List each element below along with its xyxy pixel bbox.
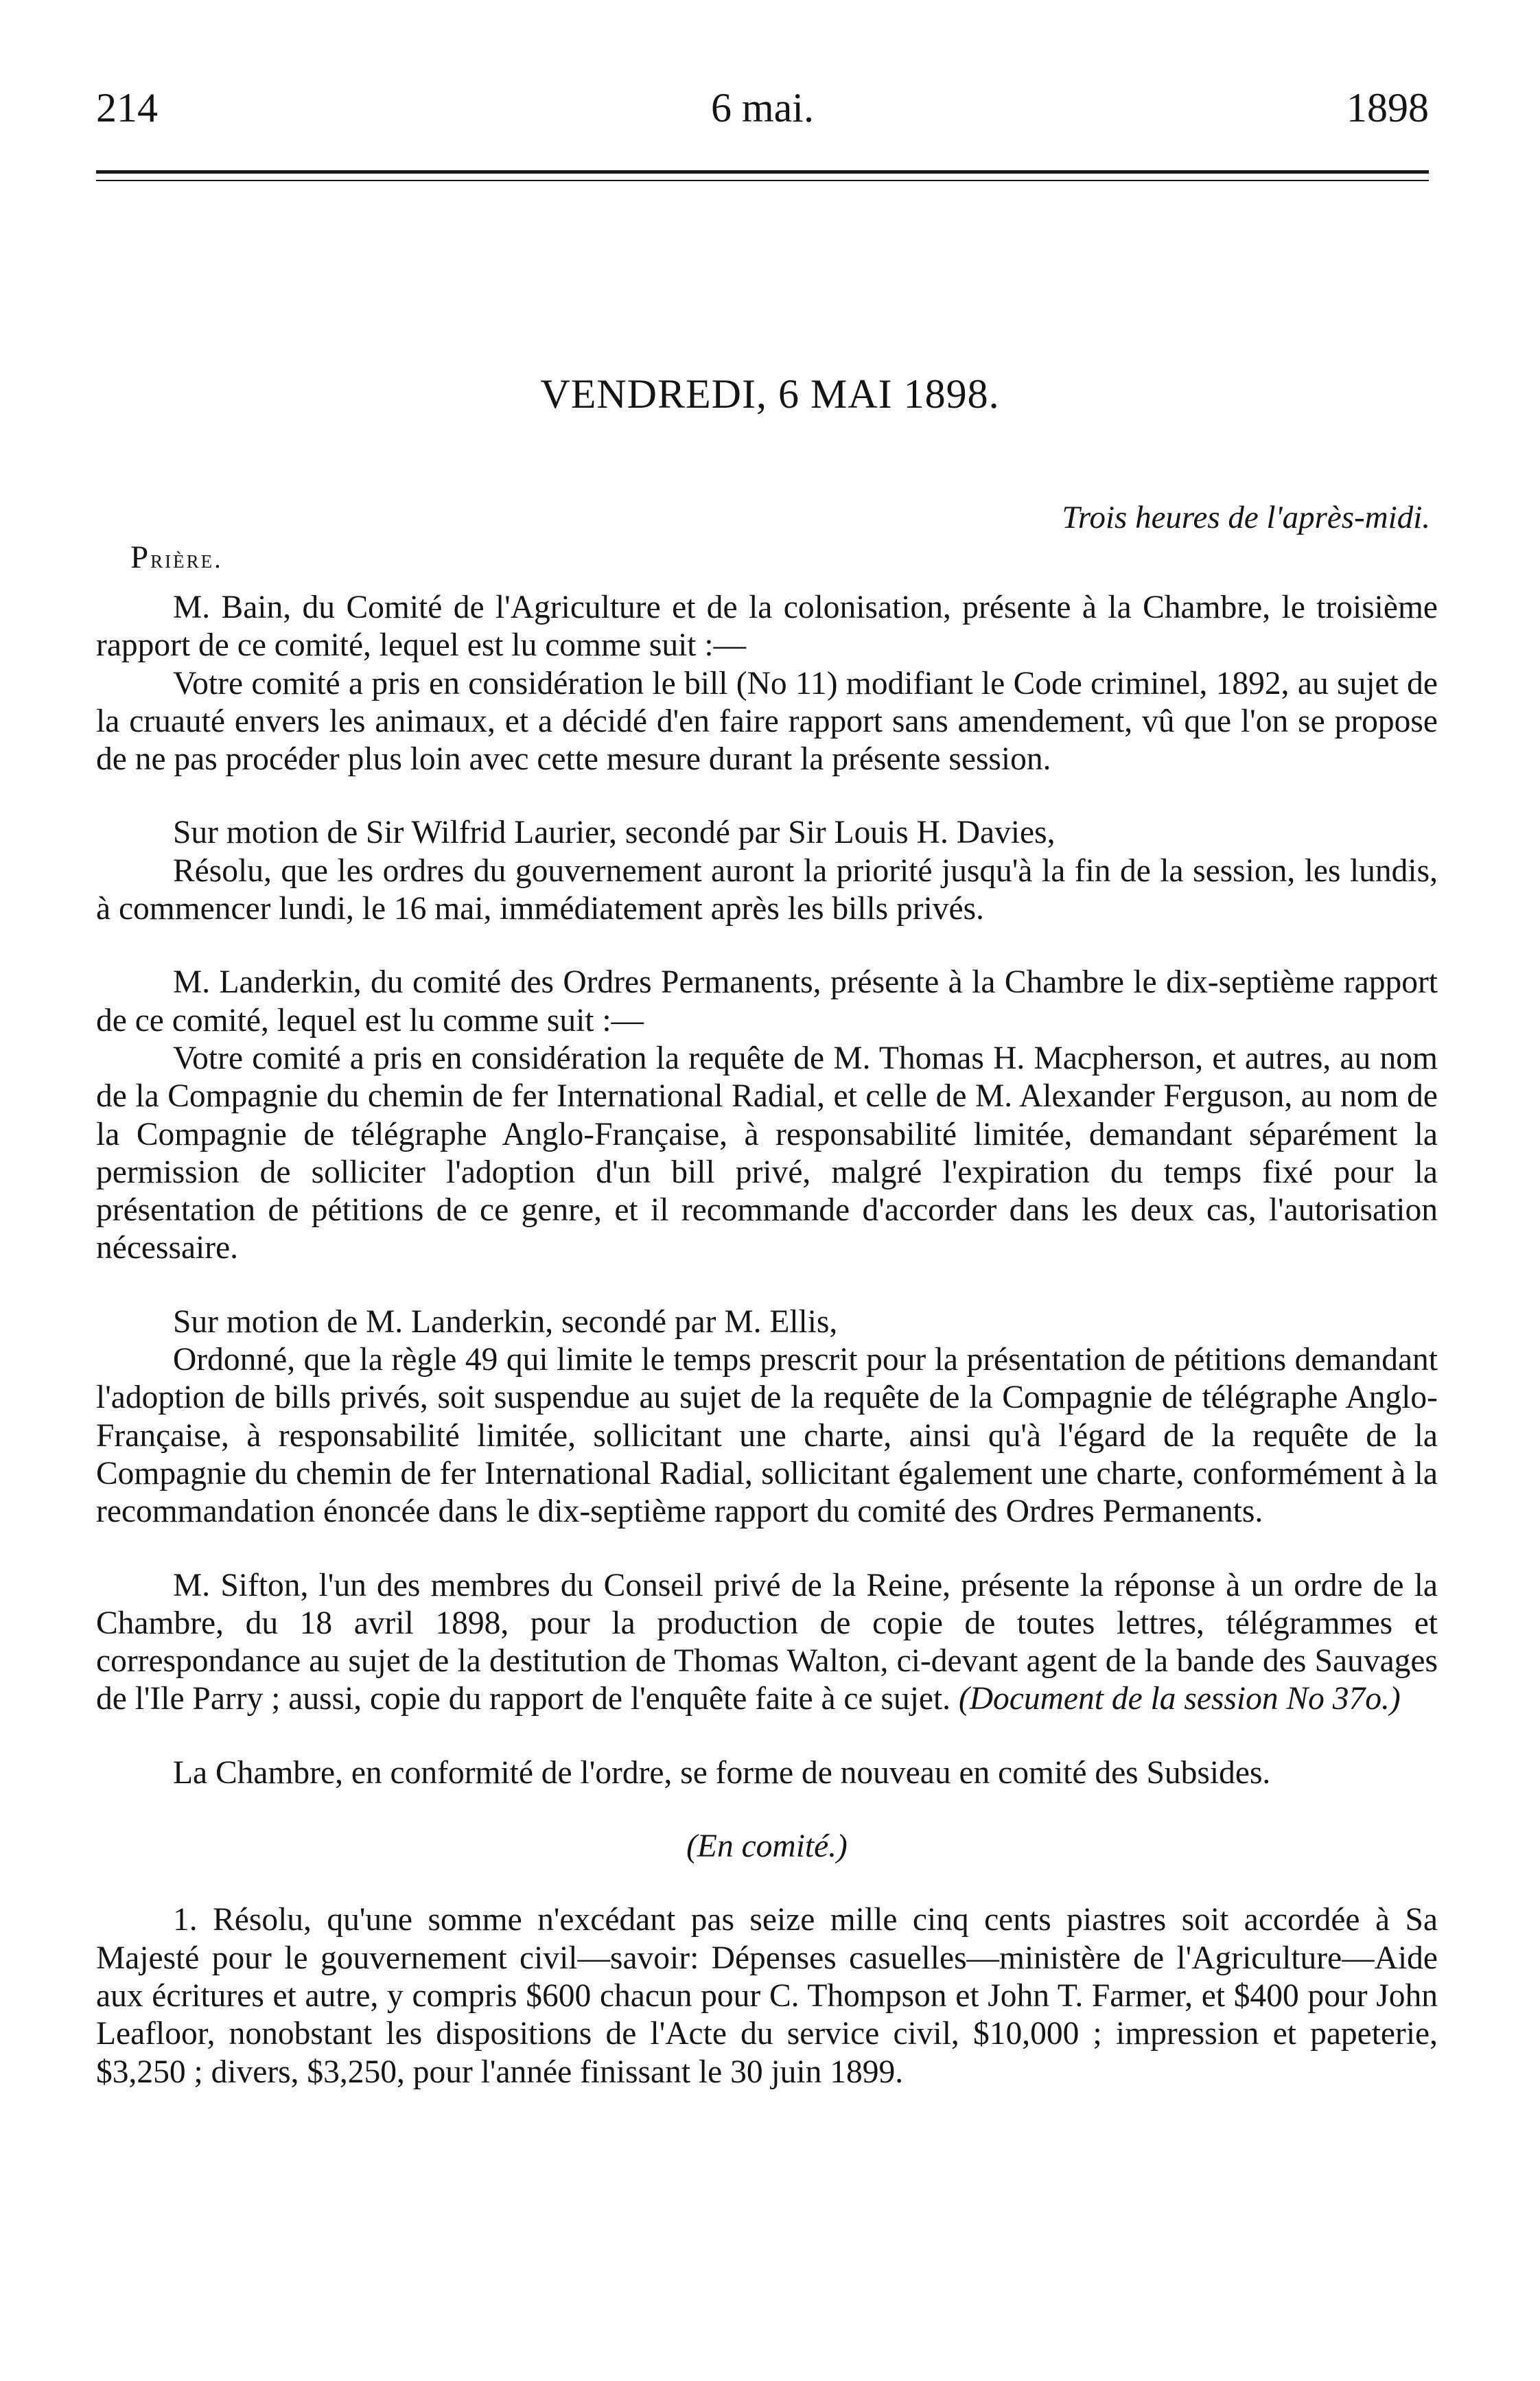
- sessional-document-reference: (Document de la session No 37o.): [958, 1681, 1401, 1717]
- running-head: [96, 77, 1429, 139]
- paragraph-resolution-priority: Résolu, que les ordres du gouvernement auront la priorité jusqu'à la fin de la session, les lundis, à commencer lundi, le 16 mai, immédiatement après les bills privés.: [96, 852, 1438, 927]
- priere-heading: Prière.: [130, 539, 223, 575]
- paragraph-motion-landerkin: Sur motion de M. Landerkin, secondé par M. Ellis,: [173, 1303, 838, 1340]
- paragraph-order-rule-49: Ordonné, que la règle 49 qui limite le temps prescrit pour la présentation de pétitions demandant l'adoption de bills privés, soit suspendue au sujet de la requête de la Compagnie de télégraphe Anglo-Française, à responsabilité limitée, sollicitant une charte, ainsi qu'à l'égard de la requête de la Compagnie du chemin de fer International Radial, sollicitant également une charte, conformément à la recommandation énoncée dans le dix-septième rapport du comité des Ordres Permanents.: [96, 1342, 1438, 1530]
- journal-body: [96, 589, 1438, 2091]
- paragraph-sifton-return: [96, 1567, 1438, 1719]
- paragraph-bain-report: M. Bain, du Comité de l'Agriculture et de la colonisation, présente à la Chambre, le troisième rapport de ce comité, lequel est lu comme suit :—: [96, 590, 1438, 664]
- paragraph-resolution-1: 1. Résolu, qu'une somme n'excédant pas seize mille cinq cents piastres soit accordée à Sa Majesté pour le gouvernement civil—savoir: Dépenses casuelles—ministère de l'Agriculture—Aide aux écritures et autre, y compris $600 chacun pour C. Thompson et John T. Farmer, et $400 pour John Leafloor, nonobstant les dispositions de l'Acte du service civil, $10,000 ; impression et papeterie, $3,250 ; divers, $3,250, pour l'année finissant le 30 juin 1899.: [96, 1902, 1438, 2090]
- header-rule: [96, 170, 1429, 174]
- header-year: 1898: [1346, 85, 1429, 130]
- day-heading: VENDREDI, 6 MAI 1898.: [540, 371, 1000, 417]
- en-comite-heading: (En comité.): [686, 1828, 848, 1865]
- header-rule-thin: [96, 180, 1429, 181]
- paragraph-landerkin-report: M. Landerkin, du comité des Ordres Permanents, présente à la Chambre le dix-septième rapport de ce comité, lequel est lu comme suit :—: [96, 964, 1438, 1038]
- paragraph-committee-of-supply: La Chambre, en conformité de l'ordre, se forme de nouveau en comité des Subsides.: [173, 1754, 1271, 1791]
- page-number: 214: [96, 85, 158, 130]
- sifton-return-text: M. Sifton, l'un des membres du Conseil privé de la Reine, présente la réponse à un ordre de la Chambre, du 18 avril 1898, pour la production de copie de toutes lettres, télégrammes et correspondance au sujet de la destitution de Thomas Walton, ci-devant agent de la bande des Sauvages de l'Ile Parry ; aussi, copie du rapport de l'enquête faite à ce sujet.: [96, 1567, 1438, 1717]
- paragraph-motion-laurier: Sur motion de Sir Wilfrid Laurier, secondé par Sir Louis H. Davies,: [173, 815, 1055, 851]
- paragraph-standing-orders-report: Votre comité a pris en considération la requête de M. Thomas H. Macpherson, et autres, au nom de la Compagnie du chemin de fer International Radial, et celle de M. Alexander Ferguson, au nom de la Compagnie de télégraphe Anglo-Française, à responsabilité limitée, demandant séparément la permission de solliciter l'adoption d'un bill privé, malgré l'expiration du temps fixé pour la présentation de pétitions de ce genre, et il recommande d'accorder dans les deux cas, l'autorisation nécessaire.: [96, 1040, 1438, 1266]
- sitting-time: Trois heures de l'après-midi.: [1062, 500, 1430, 535]
- paragraph-committee-report: Votre comité a pris en considération le bill (No 11) modifiant le Code criminel, 1892, au sujet de la cruauté envers les animaux, et a décidé d'en faire rapport sans amendement, vû que l'on se propose de ne pas procéder plus loin avec cette mesure durant la présente session.: [96, 665, 1438, 778]
- header-date: 6 mai.: [711, 85, 814, 130]
